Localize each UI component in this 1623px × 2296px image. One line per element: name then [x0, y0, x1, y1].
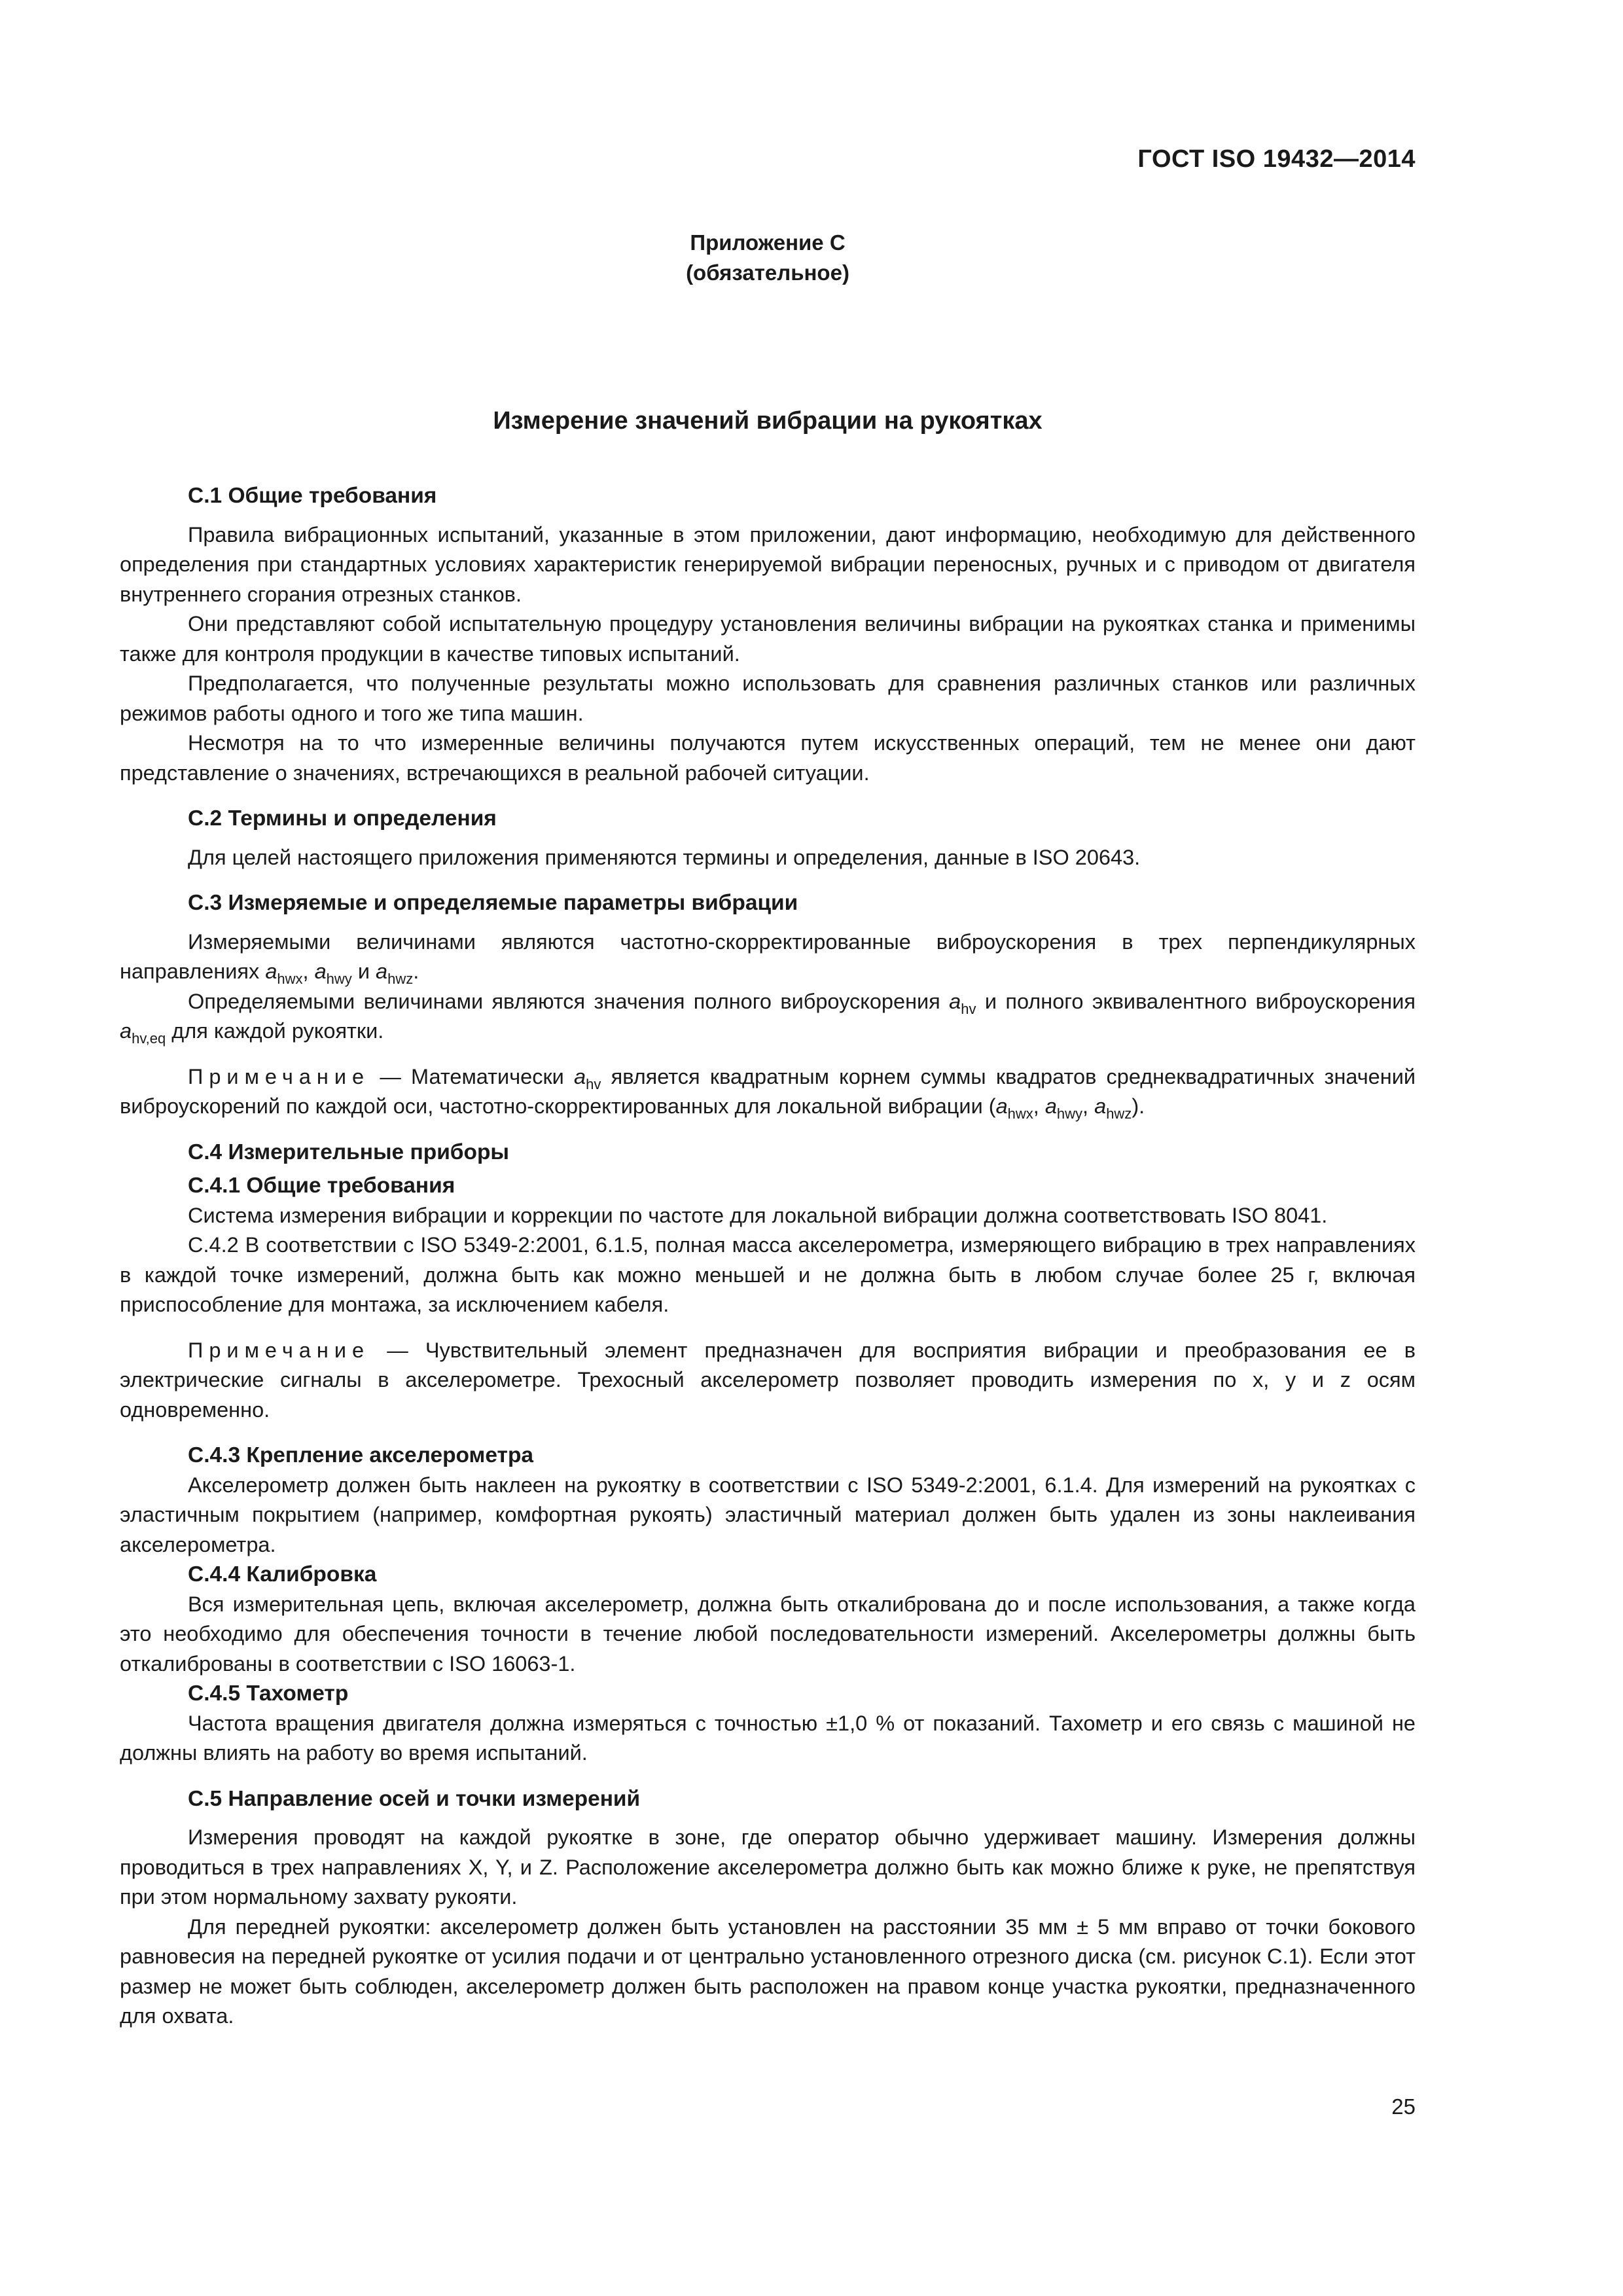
section-heading-c2: С.2 Термины и определения	[188, 806, 497, 831]
subsection-heading-c43: С.4.3 Крепление акселерометра	[188, 1443, 534, 1467]
paragraph-determined-values: Определяемыми величинами являются значения полного виброускорения $a_{hv}$ и полного эквивалентного виброускорения $a_{hv,eq}$ для каждой рукоятки.	[120, 989, 1416, 1047]
section-heading-c1: С.1 Общие требования	[188, 484, 437, 508]
paragraph: Вся измерительная цепь, включая акселерометр, должна быть откалибрована до и после использования, а также когда это необходимо для обеспечения точности в течение любой последовательности измерений. Акселерометры должны быть откалиброваны в соответствии с ISO 16063-1.	[120, 1592, 1416, 1676]
section-heading-c3: С.3 Измеряемые и определяемые параметры вибрации	[188, 891, 798, 915]
paragraph: Они представляют собой испытательную процедуру установления величины вибрации на рукоятках станка и применимы также для контроля продукции в качестве типовых испытаний.	[120, 612, 1416, 666]
annex-label: Приложение С	[690, 230, 846, 255]
paragraph: Акселерометр должен быть наклеен на рукоятку в соответствии с ISO 5349-2:2001, 6.1.4. Для измерений на рукоятках с эластичным покрытием (например, комфортная рукоять) эластичный материал должен быть удален из зоны наклеивания акселерометра.	[120, 1473, 1416, 1556]
document-page	[120, 0, 1416, 2296]
paragraph: Измерения проводят на каждой рукоятке в зоне, где оператор обычно удерживает машину. Измерения должны проводиться в трех направлениях X, Y, и Z. Расположение акселерометра должно быть как можно ближе к руке, не препятствуя при этом нормальному захвату рукояти.	[120, 1825, 1416, 1909]
note-label: Примечание	[188, 1338, 370, 1362]
annex-heading	[120, 228, 1416, 288]
section-heading-c5: С.5 Направление осей и точки измерений	[188, 1786, 641, 1811]
section-heading-c4: С.4 Измерительные приборы	[188, 1139, 510, 1164]
paragraph: Система измерения вибрации и коррекции по частоте для локальной вибрации должна соответствовать ISO 8041.	[188, 1203, 1328, 1227]
paragraph: Частота вращения двигателя должна измеряться с точностью ±1,0 % от показаний. Тахометр и его связь с машиной не должны влиять на работу во время испытаний.	[120, 1711, 1416, 1765]
paragraph: Для передней рукоятки: акселерометр должен быть установлен на расстоянии 35 мм ± 5 мм вправо от точки бокового равновесия на передней рукоятке от усилия подачи и от центрально установленного отрезного диска (см. рисунок С.1). Если этот размер не может быть соблюден, акселерометр должен быть расположен на правом конце участка рукоятки, предназначенного для охвата.	[120, 1914, 1416, 2028]
subsection-heading-c41: С.4.1 Общие требования	[188, 1174, 455, 1198]
document-number: ГОСТ ISO 19432—2014	[1137, 145, 1416, 173]
note-paragraph: Примечание — Математически $a_{hv}$ является квадратным корнем суммы квадратов среднеквадратичных значений виброускорений по каждой оси, частотно-скорректированных для локальной вибрации ($a_{hwx}$, $a_{hwy}$, $a_{hwz}$).	[120, 1064, 1416, 1122]
note-paragraph: Примечание — Чувствительный элемент предназначен для восприятия вибрации и преобразования ее в электрические сигналы в акселерометре. Трехосный акселерометр позволяет проводить измерения по x, y и z осям одновременно.	[120, 1338, 1416, 1422]
note-label: Примечание	[188, 1064, 370, 1088]
page-number: 25	[1391, 2094, 1416, 2119]
subsection-heading-c44: С.4.4 Калибровка	[188, 1562, 377, 1587]
paragraph-measured-values: Измеряемыми величинами являются частотно-скорректированные виброускорения в трех перпендикулярных направлениях $a_{hwx}$, $a_{hwy}$ и $a_{hwz}$.	[120, 929, 1416, 987]
paragraph: Для целей настоящего приложения применяются термины и определения, данные в ISO 20643.	[188, 845, 1141, 869]
subsection-heading-c45: С.4.5 Тахометр	[188, 1681, 349, 1706]
paragraph: Правила вибрационных испытаний, указанные в этом приложении, дают информацию, необходимую для действенного определения при стандартных условиях характеристик генерируемой вибрации переносных, ручных и с приводом от двигателя внутреннего сгорания отрезных станков.	[120, 522, 1416, 606]
document-body	[120, 481, 1416, 2032]
annex-title: Измерение значений вибрации на рукоятках	[493, 407, 1043, 435]
paragraph: Несмотря на то что измеренные величины получаются путем искусственных операций, тем не менее они дают представление о значениях, встречающихся в реальной рабочей ситуации.	[120, 731, 1416, 785]
paragraph: С.4.2 В соответствии с ISO 5349-2:2001, 6.1.5, полная масса акселерометра, измеряющего вибрацию в трех направлениях в каждой точке измерений, должна быть как можно меньшей и не должна быть в любом случае более 25 г, включая приспособление для монтажа, за исключением кабеля.	[120, 1233, 1416, 1316]
paragraph: Предполагается, что полученные результаты можно использовать для сравнения различных станков или различных режимов работы одного и того же типа машин.	[120, 672, 1416, 725]
annex-status: (обязательное)	[686, 260, 849, 285]
